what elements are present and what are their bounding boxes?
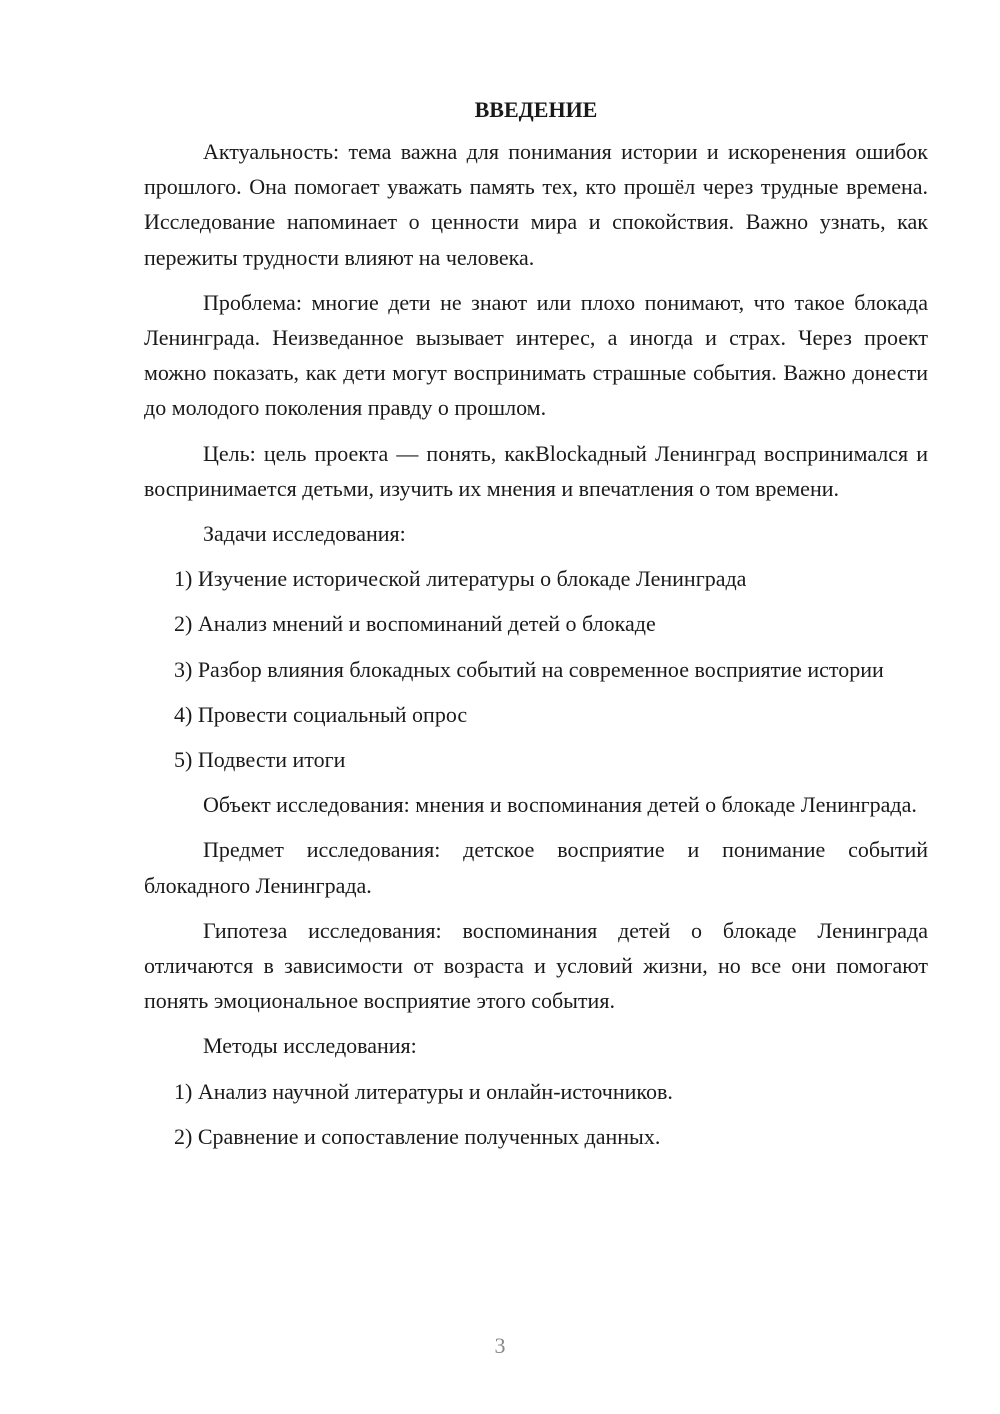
subject-paragraph: Предмет исследования: детское восприятие и понимание событий блокадного Ленинграда. [144,837,928,898]
task-item: 3) Разбор влияния блокадных событий на современное восприятие истории [174,656,884,682]
task-item: 5) Подвести итоги [174,747,346,773]
page-number: 3 [494,1333,506,1358]
tasks-heading: Задачи исследования: [203,521,406,547]
task-item: 2) Анализ мнений и воспоминаний детей о блокаде [174,611,656,637]
goal-paragraph: Цель: цель проекта — понять, какBlockадный Ленинград воспринимался и воспринимается детьми, изучить их мнения и впечатления о том времени. [144,440,928,501]
problem-paragraph: Проблема: многие дети не знают или плохо понимают, что такое блокада Ленинграда. Неизведанное вызывает интерес, а иногда и страх. Через проект можно показать, как дети могут воспринимать страшные события. Важно донести до молодого поколения правду о прошлом. [144,289,928,421]
document-page [144,92,928,1164]
method-item: 1) Анализ научной литературы и онлайн-источников. [174,1078,673,1104]
methods-heading: Методы исследования: [203,1033,417,1059]
task-item: 4) Провести социальный опрос [174,701,468,727]
task-item: 1) Изучение исторической литературы о блокаде Ленинграда [174,566,747,592]
object-paragraph: Объект исследования: мнения и воспоминания детей о блокаде Ленинграда. [203,792,917,818]
hypothesis-paragraph: Гипотеза исследования: воспоминания детей о блокаде Ленинграда отличаются в зависимости от возраста и условий жизни, но все они помогают понять эмоциональное восприятие этого события. [144,917,928,1014]
section-title: ВВЕДЕНИЕ [474,97,598,122]
relevance-paragraph: Актуальность: тема важна для понимания истории и искоренения ошибок прошлого. Она помогает уважать память тех, кто прошёл через трудные времена. Исследование напоминает о ценности мира и спокойствия. Важно узнать, как пережиты трудности влияют на человека. [144,139,928,270]
method-item: 2) Сравнение и сопоставление полученных данных. [174,1123,661,1149]
